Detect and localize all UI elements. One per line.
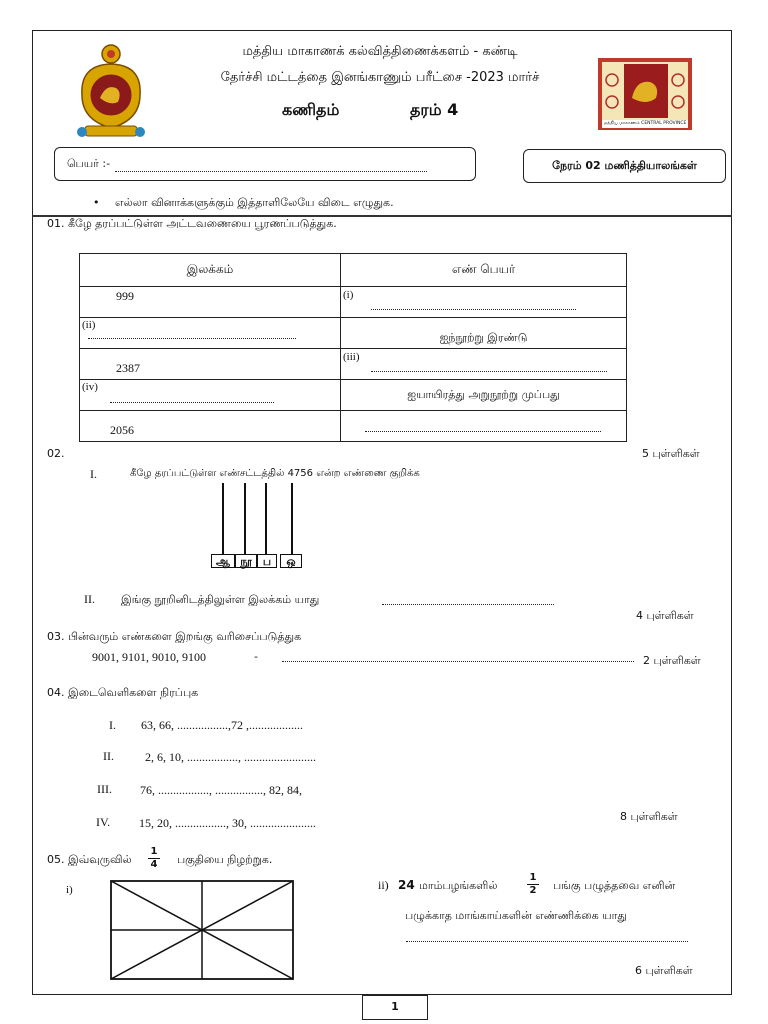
q2-part2-answer-line[interactable] [382, 604, 554, 605]
instruction-text: எல்லா வினாக்களுக்கும் இத்தாளிலேயே விடை எழுதுக. [115, 196, 394, 209]
time-box [523, 149, 726, 183]
q5-part2-text-a: மாம்பழங்களில் [419, 879, 498, 892]
q4-marks: 8 புள்ளிகள் [620, 810, 678, 823]
fraction-numerator: 1 [529, 872, 537, 883]
q5-fraction-quarter [148, 846, 160, 871]
q4-item1-text[interactable]: 63, 66, .................,72 ,.................. [141, 718, 303, 732]
name-box [54, 147, 476, 181]
provincial-flag-logo [598, 58, 692, 130]
q1-row3-label: (iii) [343, 351, 360, 363]
place-value-tens: ப [257, 554, 277, 568]
abacus-rod-tens [265, 483, 267, 555]
q1-row1-label: (i) [343, 289, 354, 301]
q1-row4-answer-line[interactable] [110, 402, 274, 403]
q5-title-pre: 05. இவ்வுருவில் [47, 853, 132, 866]
q1-row5-number: 2056 [110, 423, 134, 437]
q1-row2-word: ஐந்நூற்று இரண்டு [439, 331, 528, 344]
q5-part2-answer-line[interactable] [406, 941, 688, 942]
q3-dash: - [254, 650, 258, 663]
table-row [80, 411, 627, 442]
abacus-rod-ones [291, 483, 293, 555]
q4-item1-label: I. [109, 718, 116, 732]
q3-numbers: 9001, 9101, 9010, 9100 [92, 650, 206, 664]
q1-row5-answer-line[interactable] [365, 431, 601, 432]
page-number: 1 [362, 995, 428, 1020]
q1-title: 01. கீழே தரப்பட்டுள்ள அட்டவணையை பூரணப்படுத்துக. [47, 217, 337, 230]
subject-title: கணிதம் [282, 100, 340, 119]
q1-row2-answer-line[interactable] [88, 338, 296, 339]
q1-row4-word: ஐயாயிரத்து அறுநூற்று முப்பது [407, 388, 560, 401]
fraction-denominator: 4 [148, 858, 160, 871]
q1-col1-header: இலக்கம் [80, 254, 341, 287]
flag-caption: மத்திய மாகாணம் CENTRAL PROVINCE [603, 121, 687, 126]
q5-title-post: பகுதியை நிழற்றுக. [177, 853, 273, 866]
q2-number: 02. [47, 447, 65, 460]
place-value-ones: ஒ [280, 554, 302, 568]
q5-marks: 6 புள்ளிகள் [635, 964, 693, 977]
table-row [80, 380, 627, 411]
table-row [80, 349, 627, 380]
q4-item3-label: III. [97, 782, 112, 796]
q1-row3-number: 2387 [116, 361, 140, 375]
instruction-bullet: • [93, 196, 100, 209]
q1-row3-answer-line[interactable] [371, 371, 607, 372]
q3-title: 03. பின்வரும் எண்களை இறங்கு வரிசைப்படுத்துக [47, 630, 302, 643]
q5-part2-prefix: ii) [378, 878, 389, 892]
header-line1: மத்திய மாகாணக் கல்வித்திணைக்களம் - கண்டி [242, 44, 518, 59]
fraction-denominator: 2 [527, 884, 539, 897]
q2-part2-label: II. [84, 592, 95, 606]
q5-part2-text-b: பங்கு பழுத்தவை எனின் [553, 879, 676, 892]
q1-col2-header: எண் பெயர் [341, 254, 627, 287]
q4-item3-text[interactable]: 76, ................., ................, 82, 84, [140, 783, 302, 797]
q4-item4-label: IV. [96, 815, 111, 829]
q2-part1-label: I. [90, 467, 97, 481]
table-row [80, 318, 627, 349]
q2-marks: 4 புள்ளிகள் [636, 609, 694, 622]
emblem-logo [70, 40, 152, 140]
grade-title: தரம் 4 [410, 100, 459, 119]
header-line2: தேர்ச்சி மட்டத்தை இனங்காணும் பரீட்சை -2023 மார்ச் [220, 70, 540, 85]
abacus-rod-thousands [222, 483, 224, 555]
q3-marks: 2 புள்ளிகள் [643, 654, 701, 667]
table-row [80, 287, 627, 318]
q2-part1-text: கீழே தரப்பட்டுள்ள எண்சட்டத்தில் 4756 என்ற எண்ணை குறிக்க [130, 468, 420, 479]
q4-title: 04. இடைவெளிகளை நிரப்புக [47, 686, 199, 699]
abacus-rod-hundreds [244, 483, 246, 555]
name-input-line[interactable] [115, 171, 427, 172]
place-value-thousands: ஆ [211, 554, 235, 568]
q4-item2-label: II. [103, 749, 114, 763]
q5-shading-rectangle[interactable] [110, 880, 294, 980]
q5-part2-line2: பழுக்காத மாங்காய்களின் எண்ணிக்கை யாது [405, 909, 627, 922]
q5-fraction-half [527, 872, 539, 897]
fraction-numerator: 1 [150, 846, 158, 857]
q1-marks: 5 புள்ளிகள் [642, 447, 700, 460]
q4-item2-text[interactable]: 2, 6, 10, ................., ........................ [145, 750, 316, 764]
place-value-hundreds: நூ [235, 554, 257, 568]
q1-table [79, 253, 627, 442]
time-text: நேரம் 02 மணித்தியாலங்கள் [552, 159, 697, 172]
q4-item4-text[interactable]: 15, 20, ................., 30, ...................... [139, 816, 316, 830]
q3-answer-line[interactable] [282, 661, 634, 662]
q1-row1-answer-line[interactable] [371, 309, 576, 310]
name-label: பெயர் :- [67, 157, 111, 170]
q1-row1-number: 999 [116, 289, 134, 303]
q1-row4-label: (iv) [82, 381, 98, 393]
q5-part2-count: 24 [398, 878, 415, 892]
q5-part1-label: i) [66, 884, 73, 896]
q1-row2-label: (ii) [82, 319, 96, 331]
q2-part2-text: இங்கு நூறினிடத்திலுள்ள இலக்கம் யாது [121, 593, 320, 606]
